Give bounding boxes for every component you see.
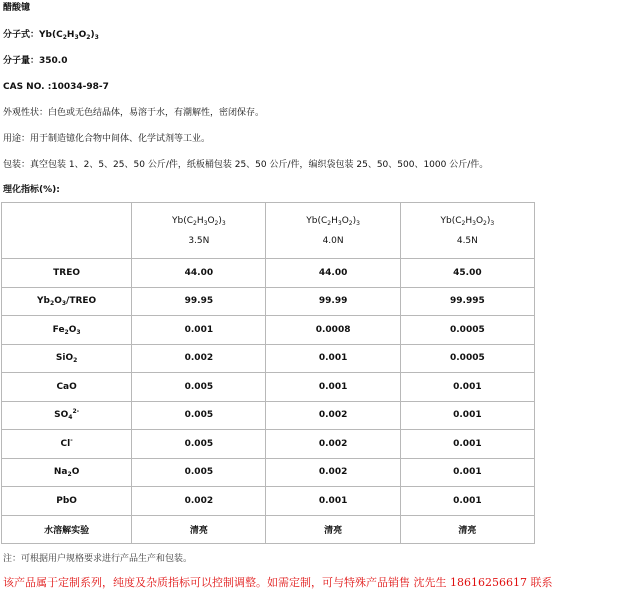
cell-value: 45.00 — [400, 259, 534, 288]
cell-value: 清亮 — [400, 515, 534, 544]
cell-value: 0.002 — [266, 430, 400, 459]
table-row — [2, 316, 535, 345]
table-row — [2, 259, 535, 288]
table-header-cell: $Yb(C_2H_3O_2)_3$ 4.5N — [400, 203, 534, 259]
row-label: Cl- — [2, 430, 132, 459]
cell-value: 0.0008 — [266, 316, 400, 345]
cell-value: 0.001 — [132, 316, 266, 345]
row-label: SiO$_2$ — [2, 344, 132, 373]
cell-value: 清亮 — [266, 515, 400, 544]
cell-value: 0.001 — [400, 430, 534, 459]
cas-number: CAS NO. :10034-98-7 — [3, 82, 109, 92]
cell-value: 0.001 — [266, 373, 400, 402]
table-header-cell: $Yb(C_2H_3O_2)_3$ 4.0N — [266, 203, 400, 259]
molecular-weight: 分子量：350.0 — [3, 56, 68, 66]
cell-value: 0.005 — [132, 458, 266, 487]
cell-value: 0.002 — [266, 401, 400, 430]
cell-value: 0.001 — [266, 344, 400, 373]
table-row — [2, 401, 535, 430]
row-label: $Yb_2O_3$/TREO — [2, 287, 132, 316]
cell-value: 0.0005 — [400, 316, 534, 345]
cell-value: 99.995 — [400, 287, 534, 316]
cell-value: 44.00 — [266, 259, 400, 288]
table-row — [2, 287, 535, 316]
cell-value: 99.99 — [266, 287, 400, 316]
table-row — [2, 373, 535, 402]
molecular-formula: 分子式：$Yb(C_2H_3O_2)_3$ — [3, 30, 99, 41]
table-header-row — [2, 203, 535, 259]
cell-value: 0.002 — [132, 344, 266, 373]
cell-value: 清亮 — [132, 515, 266, 544]
row-label: $SO_4^{2-}$ — [2, 401, 132, 430]
packing: 包装：真空包装 1、2、5、25、50 公斤/件，纸板桶包装 25、50 公斤/件，编织袋包装 25、50、500、1000 公斤/件。 — [3, 160, 489, 170]
cell-value: 44.00 — [132, 259, 266, 288]
cell-value: 0.001 — [400, 373, 534, 402]
cell-value: 99.95 — [132, 287, 266, 316]
usage: 用途：用于制造镱化合物中间体、化学试剂等工业。 — [3, 134, 211, 144]
row-label: 水溶解实验 — [2, 515, 132, 544]
cell-value: 0.001 — [400, 458, 534, 487]
custom-product-notice: 该产品属于定制系列，纯度及杂质指标可以控制调整。如需定制，可与特殊产品销售 沈先生 18616256617 联系 — [3, 576, 553, 589]
row-label: CaO — [2, 373, 132, 402]
spec-title: 理化指标(%): — [3, 185, 60, 195]
row-label: $Na_2O$ — [2, 458, 132, 487]
spec-table — [1, 202, 535, 544]
table-header-cell: $Yb(C_2H_3O_2)_3$ 3.5N — [132, 203, 266, 259]
footnote: 注：可根据用户规格要求进行产品生产和包装。 — [3, 554, 193, 564]
product-title: 醋酸镱 — [3, 3, 31, 13]
table-header-blank — [2, 203, 132, 259]
cell-value: 0.001 — [400, 487, 534, 516]
appearance: 外观性状：白色或无色结晶体，易溶于水，有潮解性，密闭保存。 — [3, 108, 265, 118]
table-row — [2, 430, 535, 459]
cell-value: 0.001 — [400, 401, 534, 430]
table-row — [2, 515, 535, 544]
cell-value: 0.005 — [132, 373, 266, 402]
table-row — [2, 487, 535, 516]
cell-value: 0.005 — [132, 430, 266, 459]
row-label: TREO — [2, 259, 132, 288]
cell-value: 0.005 — [132, 401, 266, 430]
table-row — [2, 458, 535, 487]
row-label: $Fe_2O_3$ — [2, 316, 132, 345]
cell-value: 0.002 — [132, 487, 266, 516]
cell-value: 0.0005 — [400, 344, 534, 373]
row-label: PbO — [2, 487, 132, 516]
table-row — [2, 344, 535, 373]
cell-value: 0.002 — [266, 458, 400, 487]
cell-value: 0.001 — [266, 487, 400, 516]
